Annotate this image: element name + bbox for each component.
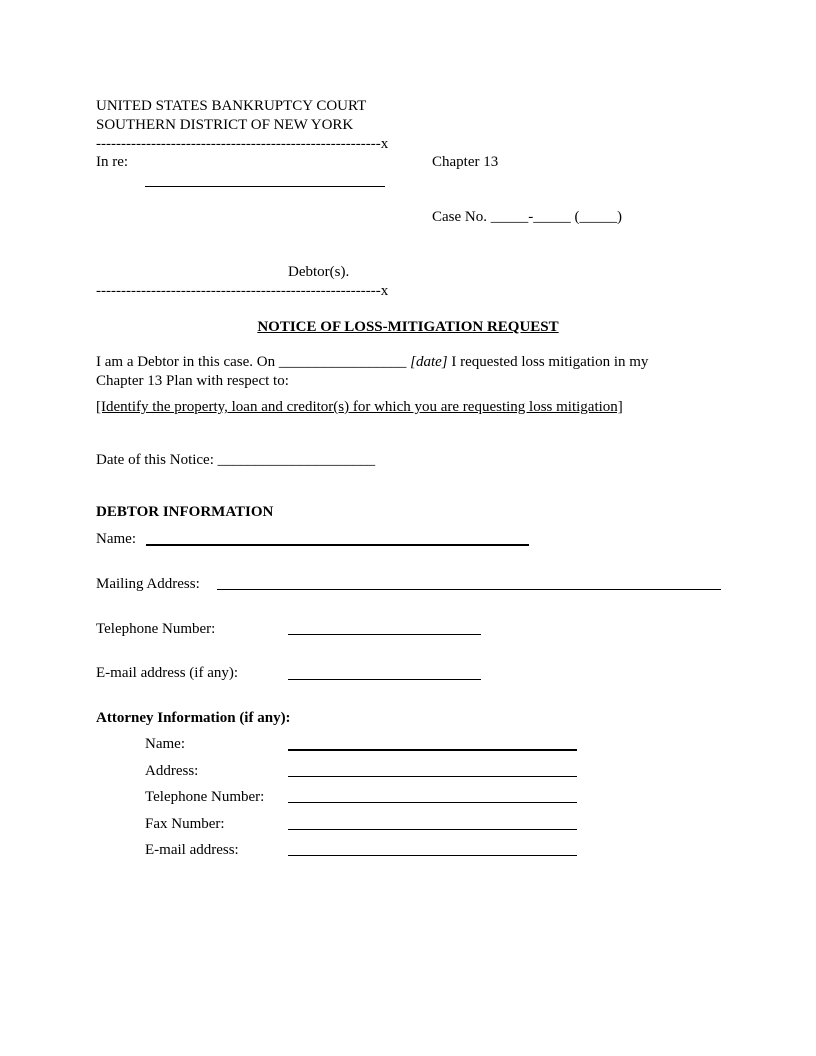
attorney-fax-label: Fax Number:: [145, 816, 225, 832]
date-of-notice-field[interactable]: Date of this Notice: _____________________: [96, 452, 376, 468]
request-sentence: [96, 353, 648, 371]
attorney-info-heading: Attorney Information (if any):: [96, 710, 291, 726]
attorney-name-input[interactable]: [288, 749, 577, 751]
court-name: UNITED STATES BANKRUPTCY COURT: [96, 98, 367, 114]
debtor-email-input[interactable]: [288, 679, 481, 680]
request-sentence-start[interactable]: I am a Debtor in this case. On _________________: [96, 354, 407, 370]
debtor-name-input[interactable]: [146, 544, 529, 546]
in-re-label: In re:: [96, 154, 129, 170]
mailing-address-label: Mailing Address:: [96, 576, 200, 592]
chapter-label: Chapter 13: [432, 154, 499, 170]
attorney-email-input[interactable]: [288, 855, 577, 856]
attorney-phone-label: Telephone Number:: [145, 789, 265, 805]
attorney-fax-input[interactable]: [288, 829, 577, 830]
request-sentence-end: I requested loss mitigation in my: [451, 354, 649, 370]
debtor-info-heading: DEBTOR INFORMATION: [96, 504, 274, 520]
date-placeholder: [date]: [410, 354, 448, 370]
identify-property-field[interactable]: [Identify the property, loan and creditor(s) for which you are requesting loss mitigation]: [96, 399, 623, 415]
mailing-address-input[interactable]: [217, 589, 721, 590]
request-sentence-line2: Chapter 13 Plan with respect to:: [96, 373, 289, 389]
page-title: NOTICE OF LOSS-MITIGATION REQUEST: [257, 319, 559, 335]
attorney-address-input[interactable]: [288, 776, 577, 777]
debtors-label: Debtor(s).: [288, 264, 350, 280]
debtor-name-field[interactable]: [145, 186, 385, 187]
debtor-phone-input[interactable]: [288, 634, 481, 635]
attorney-phone-input[interactable]: [288, 802, 577, 803]
caption-divider-bottom: ---------------------------------------------------------x: [96, 283, 389, 299]
attorney-address-label: Address:: [145, 763, 199, 779]
caption-divider-top: ---------------------------------------------------------x: [96, 136, 389, 152]
court-district: SOUTHERN DISTRICT OF NEW YORK: [96, 117, 354, 133]
debtor-email-label: E-mail address (if any):: [96, 665, 239, 681]
debtor-phone-label: Telephone Number:: [96, 621, 216, 637]
attorney-name-label: Name:: [145, 736, 185, 752]
debtor-name-label: Name:: [96, 531, 136, 547]
attorney-email-label: E-mail address:: [145, 842, 239, 858]
case-number-field[interactable]: Case No. _____-_____ (_____): [432, 209, 622, 225]
